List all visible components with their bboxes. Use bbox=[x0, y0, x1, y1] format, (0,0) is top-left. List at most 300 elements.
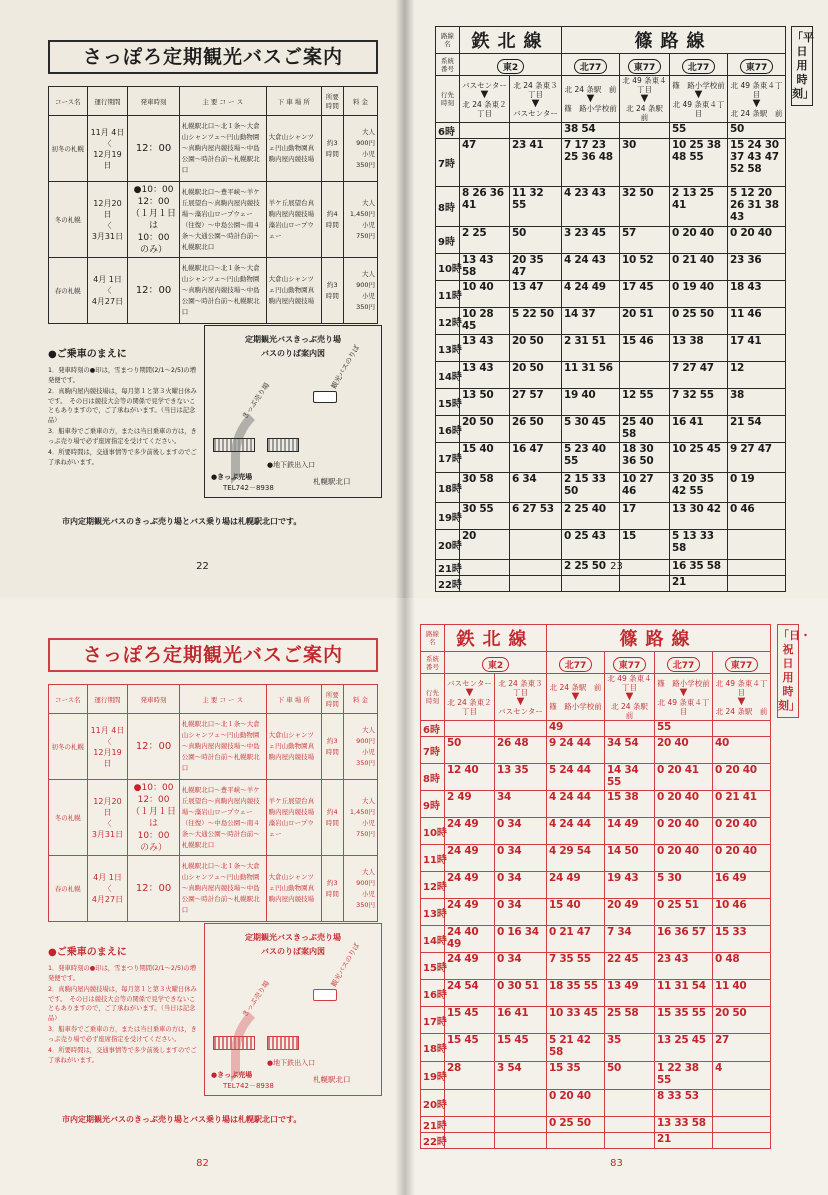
course-fare-line: 大人 bbox=[362, 725, 375, 734]
departure-minutes: 0 34 bbox=[495, 953, 547, 980]
page-number: 22 bbox=[196, 561, 209, 572]
course-departure-line: 12：00 bbox=[135, 284, 172, 296]
departure-minutes: 13 47 bbox=[510, 281, 562, 308]
hour-row bbox=[421, 818, 771, 845]
departure-minutes bbox=[445, 1090, 495, 1117]
line-shinoro: 篠路線 bbox=[562, 27, 786, 54]
course-period bbox=[87, 780, 128, 856]
departure-minutes: 50 bbox=[605, 1062, 655, 1090]
departure-minutes: 16 47 bbox=[510, 443, 562, 473]
departure-minutes: 34 54 bbox=[605, 737, 655, 764]
departure-minutes: 16 41 bbox=[670, 416, 728, 443]
course-fare-line: 900円 bbox=[356, 280, 375, 289]
course-header-cell: 下 車 場 所 bbox=[266, 685, 321, 714]
hour-label: 11時 bbox=[436, 281, 460, 308]
map-label-subway-exit: ●地下鉄出入口 bbox=[267, 1059, 316, 1067]
down-arrow-icon: ▼ bbox=[516, 695, 525, 707]
departure-minutes bbox=[562, 576, 620, 592]
departure-minutes: 7 32 55 bbox=[670, 389, 728, 416]
departure-minutes: 18 43 bbox=[728, 281, 786, 308]
departure-minutes: 3 23 45 bbox=[562, 227, 620, 254]
destination-cell bbox=[562, 76, 620, 123]
destination-cell bbox=[728, 76, 786, 123]
down-arrow-icon: ▼ bbox=[640, 93, 649, 104]
departure-minutes: 14 37 bbox=[562, 308, 620, 335]
course-header-cell: 運行期間 bbox=[87, 685, 128, 714]
course-fare bbox=[343, 258, 377, 324]
hour-row bbox=[421, 953, 771, 980]
departure-minutes: 15 40 bbox=[460, 443, 510, 473]
hour-label: 18時 bbox=[421, 1034, 445, 1062]
departure-minutes: 55 bbox=[655, 721, 713, 737]
course-stops: 羊ケ丘展望台真駒内屋内競技場藻岩山ロープウェー bbox=[266, 182, 321, 258]
line-tetsuhoku: 鉄北線 bbox=[445, 625, 547, 652]
departure-minutes: 0 25 43 bbox=[562, 530, 620, 560]
departure-minutes bbox=[445, 1133, 495, 1149]
route-badge: 北77 bbox=[574, 59, 608, 74]
course-stops: 大倉山シャンツェ円山動物園真駒内屋内競技場 bbox=[266, 856, 321, 922]
note-item: 2．真駒内屋内競技場は，毎月第１と第３火曜日休みです。 その日は競技大会等の関係で見学できないこともありますので，ご了承ねがいます。（当日は記念品） bbox=[48, 986, 197, 1022]
hour-label: 20時 bbox=[421, 1090, 445, 1117]
hour-row bbox=[421, 926, 771, 953]
course-fare-line: 小児 bbox=[362, 818, 375, 827]
hour-row bbox=[436, 503, 786, 530]
course-departure bbox=[128, 714, 179, 780]
departure-minutes: 4 24 49 bbox=[562, 281, 620, 308]
course-fare-line: 小児 bbox=[362, 889, 375, 898]
course-period bbox=[87, 182, 128, 258]
route-badge: 北77 bbox=[682, 59, 716, 74]
course-departure bbox=[128, 856, 179, 922]
course-fare-line: 大人 bbox=[362, 127, 375, 136]
hour-label: 21時 bbox=[421, 1117, 445, 1133]
departure-minutes: 11 32 55 bbox=[510, 187, 562, 227]
page-gutter-shadow bbox=[395, 0, 405, 598]
destination-terminal: 北 24 条駅 前 bbox=[611, 702, 656, 720]
course-name: 春の札幌 bbox=[49, 258, 88, 324]
departure-minutes: 17 45 bbox=[620, 281, 670, 308]
page-number: 83 bbox=[610, 1158, 623, 1169]
course-departure-line: ●10：00 bbox=[133, 782, 174, 793]
destination-terminal: 篠 路小学校前 bbox=[549, 702, 602, 711]
departure-minutes: 13 35 bbox=[495, 764, 547, 791]
departure-minutes: 16 49 bbox=[713, 872, 771, 899]
route-badge-cell bbox=[655, 652, 713, 674]
route-badge-cell bbox=[713, 652, 771, 674]
map-label-bus-stop: 観光バスのりば bbox=[329, 941, 362, 989]
destination-terminal: 北 49 条東４丁目 bbox=[672, 99, 725, 118]
hour-row bbox=[421, 1062, 771, 1090]
hour-label: 10時 bbox=[436, 254, 460, 281]
course-duration: 約3時間 bbox=[321, 258, 343, 324]
departure-minutes bbox=[605, 1133, 655, 1149]
hour-label: 19時 bbox=[436, 503, 460, 530]
hour-label: 7時 bbox=[436, 139, 460, 187]
course-route: 札幌駅北口～北１条～大倉山シャンツェ～円山動物園～真駒内屋内競技場～中島公園～時計台前～札幌駅北口 bbox=[179, 116, 266, 182]
course-row bbox=[49, 116, 378, 182]
course-table bbox=[48, 684, 378, 922]
course-fare-line: 350円 bbox=[356, 302, 375, 311]
course-fare-line: 750円 bbox=[356, 829, 375, 838]
map-building bbox=[213, 1036, 255, 1050]
departure-minutes: 21 54 bbox=[728, 416, 786, 443]
departure-minutes: 2 25 40 bbox=[562, 503, 620, 530]
departure-minutes: 24 49 bbox=[445, 899, 495, 926]
departure-minutes: 13 50 bbox=[460, 389, 510, 416]
down-arrow-icon: ▼ bbox=[737, 695, 746, 707]
departure-minutes: 19 40 bbox=[562, 389, 620, 416]
course-departure-line: 12：00 bbox=[135, 740, 172, 752]
departure-minutes: 2 25 bbox=[460, 227, 510, 254]
course-header-cell: 運行期間 bbox=[87, 87, 128, 116]
destination-origin: 北 49 条東４丁目 bbox=[607, 674, 652, 692]
departure-minutes: 3 54 bbox=[495, 1062, 547, 1090]
course-departure-line: のみ） bbox=[140, 244, 168, 255]
note-item: 2．真駒内屋内競技場は，毎月第１と第３火曜日休みです。 その日は競技大会等の関係で見学できないこともありますので，ご了承ねがいます。（当日は記念品） bbox=[48, 388, 197, 424]
departure-minutes: 25 58 bbox=[605, 1007, 655, 1034]
departure-minutes: 9 27 47 bbox=[728, 443, 786, 473]
down-arrow-icon: ▼ bbox=[571, 691, 580, 702]
departure-minutes: 10 28 45 bbox=[460, 308, 510, 335]
departure-minutes bbox=[510, 123, 562, 139]
departure-minutes: 23 43 bbox=[655, 953, 713, 980]
destination-cell bbox=[655, 674, 713, 721]
course-fare-line: 大人 bbox=[362, 796, 375, 805]
destination-origin: 篠 路小学校前 bbox=[672, 80, 725, 90]
departure-minutes: 20 35 47 bbox=[510, 254, 562, 281]
departure-minutes: 4 bbox=[713, 1062, 771, 1090]
departure-minutes: 24 49 bbox=[445, 953, 495, 980]
line-shinoro: 篠路線 bbox=[547, 625, 771, 652]
hour-label: 16時 bbox=[421, 980, 445, 1007]
departure-minutes bbox=[620, 123, 670, 139]
departure-minutes: 38 54 bbox=[562, 123, 620, 139]
hour-row bbox=[421, 1034, 771, 1062]
schedule-type-label: 「日・祝日用時刻」 bbox=[777, 624, 799, 718]
departure-minutes: 26 50 bbox=[510, 416, 562, 443]
hour-label: 14時 bbox=[421, 926, 445, 953]
departure-minutes: 0 20 40 bbox=[713, 818, 771, 845]
course-fare bbox=[343, 856, 377, 922]
course-stops: 大倉山シャンツェ円山動物園真駒内屋内競技場 bbox=[266, 116, 321, 182]
hour-row bbox=[421, 721, 771, 737]
map-phone: TEL742－8938 bbox=[223, 1082, 274, 1090]
hour-row bbox=[436, 254, 786, 281]
departure-minutes bbox=[495, 1090, 547, 1117]
departure-minutes: 19 43 bbox=[605, 872, 655, 899]
departure-minutes: 12 55 bbox=[620, 389, 670, 416]
departure-minutes: 2 13 25 41 bbox=[670, 187, 728, 227]
timetable bbox=[420, 624, 771, 1149]
departure-minutes: 55 bbox=[670, 123, 728, 139]
course-period-line: 12月20日 bbox=[93, 796, 122, 817]
departure-minutes: 15 35 55 bbox=[655, 1007, 713, 1034]
departure-minutes: 13 30 42 bbox=[670, 503, 728, 530]
course-stops: 羊ケ丘展望台真駒内屋内競技場藻岩山ロープウェー bbox=[266, 780, 321, 856]
destination-origin: 篠 路小学校前 bbox=[657, 678, 710, 688]
course-departure-line: 12：00 bbox=[137, 196, 170, 207]
departure-minutes: 50 bbox=[728, 123, 786, 139]
course-route: 札幌駅北口～北１条～大倉山シャンツェ～円山動物園～真駒内屋内競技場～中島公園～時計台前～札幌駅北口 bbox=[179, 258, 266, 324]
map-label-ticket-counter: ●きっぷ売場 bbox=[211, 473, 253, 481]
departure-minutes bbox=[495, 721, 547, 737]
course-departure-line: ●10：00 bbox=[133, 184, 174, 195]
hour-label: 15時 bbox=[436, 389, 460, 416]
destination-terminal: バスセンター bbox=[513, 108, 558, 118]
departure-minutes: 0 34 bbox=[495, 845, 547, 872]
departure-minutes: 0 20 40 bbox=[728, 227, 786, 254]
note-item: 4．所要時間は，交通事情等で多少前後しますのでご了承ねがいます。 bbox=[48, 449, 197, 466]
course-route: 札幌駅北口～豊平峡～羊ケ丘展望台～真駒内屋内競技場～藻岩山ロープウェー（往復）～中島公園～南４条～大通公園～時計台前～札幌駅北口 bbox=[179, 780, 266, 856]
route-badge: 北77 bbox=[667, 657, 701, 672]
destination-cell bbox=[495, 674, 547, 721]
course-fare-line: 350円 bbox=[356, 758, 375, 767]
route-badge: 東77 bbox=[740, 59, 774, 74]
destination-terminal: 篠 路小学校前 bbox=[564, 104, 617, 113]
course-departure-line: 12：00 bbox=[137, 794, 170, 805]
note-item: 1．発車時刻の●印は，雪まつり期間(2/1～2/5)の増発便です。 bbox=[48, 367, 197, 384]
route-badge-cell bbox=[670, 54, 728, 76]
route-badge-cell bbox=[460, 54, 562, 76]
course-duration: 約3時間 bbox=[321, 856, 343, 922]
departure-minutes: 7 27 47 bbox=[670, 362, 728, 389]
hour-label: 17時 bbox=[421, 1007, 445, 1034]
departure-minutes bbox=[620, 576, 670, 592]
hour-row bbox=[436, 123, 786, 139]
departure-minutes: 24 49 bbox=[445, 872, 495, 899]
destination-label-cell bbox=[421, 674, 445, 721]
timetable-page-23 bbox=[405, 0, 828, 598]
departure-minutes: 47 bbox=[460, 139, 510, 187]
course-fare bbox=[343, 780, 377, 856]
departure-minutes: 21 bbox=[670, 576, 728, 592]
course-row bbox=[49, 856, 378, 922]
course-duration: 約4時間 bbox=[321, 780, 343, 856]
departure-minutes bbox=[445, 1117, 495, 1133]
guide-title: さっぽろ定期観光バスご案内 bbox=[48, 40, 378, 74]
departure-minutes: 16 36 57 bbox=[655, 926, 713, 953]
departure-minutes: 10 25 38 48 55 bbox=[670, 139, 728, 187]
departure-minutes: 13 25 45 bbox=[655, 1034, 713, 1062]
departure-minutes: 35 bbox=[605, 1034, 655, 1062]
departure-minutes: 0 20 40 bbox=[670, 227, 728, 254]
course-period-line: 〈 bbox=[103, 884, 112, 893]
hour-label: 19時 bbox=[421, 1062, 445, 1090]
hour-label: 13時 bbox=[421, 899, 445, 926]
route-number-row bbox=[421, 652, 771, 674]
hour-row bbox=[436, 416, 786, 443]
hour-row bbox=[436, 281, 786, 308]
departure-minutes: 5 30 45 bbox=[562, 416, 620, 443]
departure-minutes: 24 54 bbox=[445, 980, 495, 1007]
departure-minutes: 0 34 bbox=[495, 872, 547, 899]
course-fare-line: 大人 bbox=[362, 867, 375, 876]
page-number: 82 bbox=[196, 1158, 209, 1169]
hour-label: 22時 bbox=[421, 1133, 445, 1149]
course-fare-line: 750円 bbox=[356, 231, 375, 240]
departure-minutes: 5 21 42 58 bbox=[547, 1034, 605, 1062]
departure-minutes: 40 bbox=[713, 737, 771, 764]
departure-minutes: 7 17 23 25 36 48 bbox=[562, 139, 620, 187]
departure-minutes: 23 36 bbox=[728, 254, 786, 281]
departure-minutes: 57 bbox=[620, 227, 670, 254]
course-header-cell: 料 金 bbox=[343, 87, 377, 116]
hour-row bbox=[421, 737, 771, 764]
course-period-line: 12月19日 bbox=[93, 149, 122, 170]
destination-cell bbox=[605, 674, 655, 721]
departure-minutes: 13 43 bbox=[460, 362, 510, 389]
departure-minutes: 24 49 bbox=[445, 845, 495, 872]
departure-minutes: 4 24 44 bbox=[547, 818, 605, 845]
route-badge: 東77 bbox=[613, 657, 647, 672]
route-badge: 東77 bbox=[725, 657, 759, 672]
departure-minutes: 0 34 bbox=[495, 818, 547, 845]
line-tetsuhoku: 鉄北線 bbox=[460, 27, 562, 54]
departure-minutes: 22 45 bbox=[605, 953, 655, 980]
departure-minutes: 50 bbox=[510, 227, 562, 254]
note-item: 3．船車券でご乗車の方，または当日乗車の方は，きっぷ売り場で必ず座席指定を受けてください。 bbox=[48, 428, 197, 445]
departure-minutes bbox=[510, 576, 562, 592]
course-period-line: 4月27日 bbox=[91, 297, 124, 306]
course-fare-line: 900円 bbox=[356, 138, 375, 147]
course-fare-line: 900円 bbox=[356, 736, 375, 745]
course-row bbox=[49, 780, 378, 856]
departure-minutes: 50 bbox=[445, 737, 495, 764]
line-name-row bbox=[436, 27, 786, 54]
hour-row bbox=[436, 335, 786, 362]
departure-minutes: 38 bbox=[728, 389, 786, 416]
destination-origin: 北 24 条東３丁目 bbox=[513, 80, 558, 99]
course-period bbox=[87, 714, 128, 780]
departure-minutes: 10 25 45 bbox=[670, 443, 728, 473]
departure-minutes: 20 50 bbox=[510, 362, 562, 389]
departure-minutes bbox=[605, 721, 655, 737]
course-period-line: 〈 bbox=[103, 818, 112, 828]
time-label: 時刻 bbox=[441, 99, 454, 107]
departure-minutes: 2 25 50 bbox=[562, 560, 620, 576]
course-fare bbox=[343, 116, 377, 182]
hour-label: 13時 bbox=[436, 335, 460, 362]
departure-minutes: 34 bbox=[495, 791, 547, 818]
departure-minutes bbox=[728, 576, 786, 592]
departure-minutes: 16 41 bbox=[495, 1007, 547, 1034]
departure-minutes: 15 45 bbox=[445, 1034, 495, 1062]
departure-minutes: 5 23 40 55 bbox=[562, 443, 620, 473]
map-building bbox=[213, 438, 255, 452]
departure-minutes: 0 20 40 bbox=[655, 818, 713, 845]
course-duration: 約4時間 bbox=[321, 182, 343, 258]
hour-label: 16時 bbox=[436, 416, 460, 443]
hour-label: 21時 bbox=[436, 560, 460, 576]
hour-label: 8時 bbox=[436, 187, 460, 227]
departure-minutes: 30 55 bbox=[460, 503, 510, 530]
ticket-office-map bbox=[204, 325, 382, 498]
departure-minutes: 11 40 bbox=[713, 980, 771, 1007]
hour-row bbox=[436, 362, 786, 389]
hour-label: 12時 bbox=[421, 872, 445, 899]
course-fare-line: 350円 bbox=[356, 900, 375, 909]
course-departure bbox=[128, 116, 179, 182]
guide-footer: 市内定期観光バスのきっぷ売り場とバス乗り場は札幌駅北口です。 bbox=[62, 1115, 302, 1124]
departure-minutes: 0 48 bbox=[713, 953, 771, 980]
departure-minutes: 2 15 33 50 bbox=[562, 473, 620, 503]
departure-minutes: 20 bbox=[460, 530, 510, 560]
departure-minutes: 0 21 40 bbox=[670, 254, 728, 281]
notes-list bbox=[48, 964, 198, 1067]
departure-minutes: 7 35 55 bbox=[547, 953, 605, 980]
route-badge: 東2 bbox=[482, 657, 509, 672]
departure-minutes: 18 30 36 50 bbox=[620, 443, 670, 473]
departure-minutes bbox=[510, 530, 562, 560]
departure-minutes: 4 29 54 bbox=[547, 845, 605, 872]
route-badge-cell bbox=[445, 652, 547, 674]
down-arrow-icon: ▼ bbox=[752, 97, 761, 109]
course-fare-line: 小児 bbox=[362, 149, 375, 158]
course-departure-line: 10：00 bbox=[137, 232, 170, 243]
departure-minutes: 0 20 40 bbox=[655, 845, 713, 872]
departure-minutes: 10 40 bbox=[460, 281, 510, 308]
destination-terminal: バスセンター bbox=[498, 706, 543, 716]
map-label-ticket: きっぷ売り場 bbox=[240, 979, 272, 1019]
departure-minutes: 3 20 35 42 55 bbox=[670, 473, 728, 503]
course-period-line: 11月 4日 bbox=[90, 127, 125, 137]
destination-label: 行先 bbox=[426, 689, 439, 697]
destination-terminal: 北 24 条東２丁目 bbox=[447, 697, 492, 716]
destination-terminal: 北 24 条東２丁目 bbox=[462, 99, 507, 118]
course-route: 札幌駅北口～豊平峡～羊ケ丘展望台～真駒内屋内競技場～藻岩山ロープウェー（往復）～中島公園～南４条～大通公園～時計台前～札幌駅北口 bbox=[179, 182, 266, 258]
hour-label: 6時 bbox=[436, 123, 460, 139]
guide-title: さっぽろ定期観光バスご案内 bbox=[48, 638, 378, 672]
departure-minutes: 0 16 34 bbox=[495, 926, 547, 953]
departure-minutes: 0 21 47 bbox=[547, 926, 605, 953]
course-header-cell: コース名 bbox=[49, 685, 88, 714]
departure-minutes: 12 bbox=[728, 362, 786, 389]
map-label-ticket-counter: ●きっぷ売場 bbox=[211, 1071, 253, 1079]
departure-minutes: 4 24 44 bbox=[547, 791, 605, 818]
course-period-line: 3月31日 bbox=[91, 829, 124, 839]
down-arrow-icon: ▼ bbox=[480, 88, 489, 100]
destination-label: 行先 bbox=[441, 91, 454, 99]
route-badge-cell bbox=[562, 54, 620, 76]
notes-heading: ●ご乗車のまえに bbox=[48, 947, 127, 958]
departure-minutes: 15 45 bbox=[495, 1034, 547, 1062]
departure-minutes: 10 52 bbox=[620, 254, 670, 281]
departure-minutes bbox=[495, 1133, 547, 1149]
departure-minutes: 24 40 49 bbox=[445, 926, 495, 953]
departure-minutes: 2 49 bbox=[445, 791, 495, 818]
page-gutter-shadow bbox=[405, 0, 415, 598]
departure-minutes: 0 25 50 bbox=[547, 1117, 605, 1133]
departure-minutes: 21 bbox=[655, 1133, 713, 1149]
course-fare bbox=[343, 182, 377, 258]
departure-minutes bbox=[620, 362, 670, 389]
departure-minutes: 15 46 bbox=[620, 335, 670, 362]
route-number-label: 系統番号 bbox=[436, 54, 460, 76]
time-label: 時刻 bbox=[426, 697, 439, 705]
destination-row bbox=[436, 76, 786, 123]
departure-minutes: 30 58 bbox=[460, 473, 510, 503]
map-label-north-exit: 札幌駅北口 bbox=[313, 477, 351, 486]
departure-minutes: 4 23 43 bbox=[562, 187, 620, 227]
departure-minutes bbox=[605, 1090, 655, 1117]
course-row bbox=[49, 714, 378, 780]
departure-minutes: 20 49 bbox=[605, 899, 655, 926]
departure-minutes: 18 35 55 bbox=[547, 980, 605, 1007]
destination-label-cell bbox=[436, 76, 460, 123]
hour-row bbox=[421, 899, 771, 926]
hour-row bbox=[436, 389, 786, 416]
note-item: 1．発車時刻の●印は，雪まつり期間(2/1～2/5)の増発便です。 bbox=[48, 965, 197, 982]
